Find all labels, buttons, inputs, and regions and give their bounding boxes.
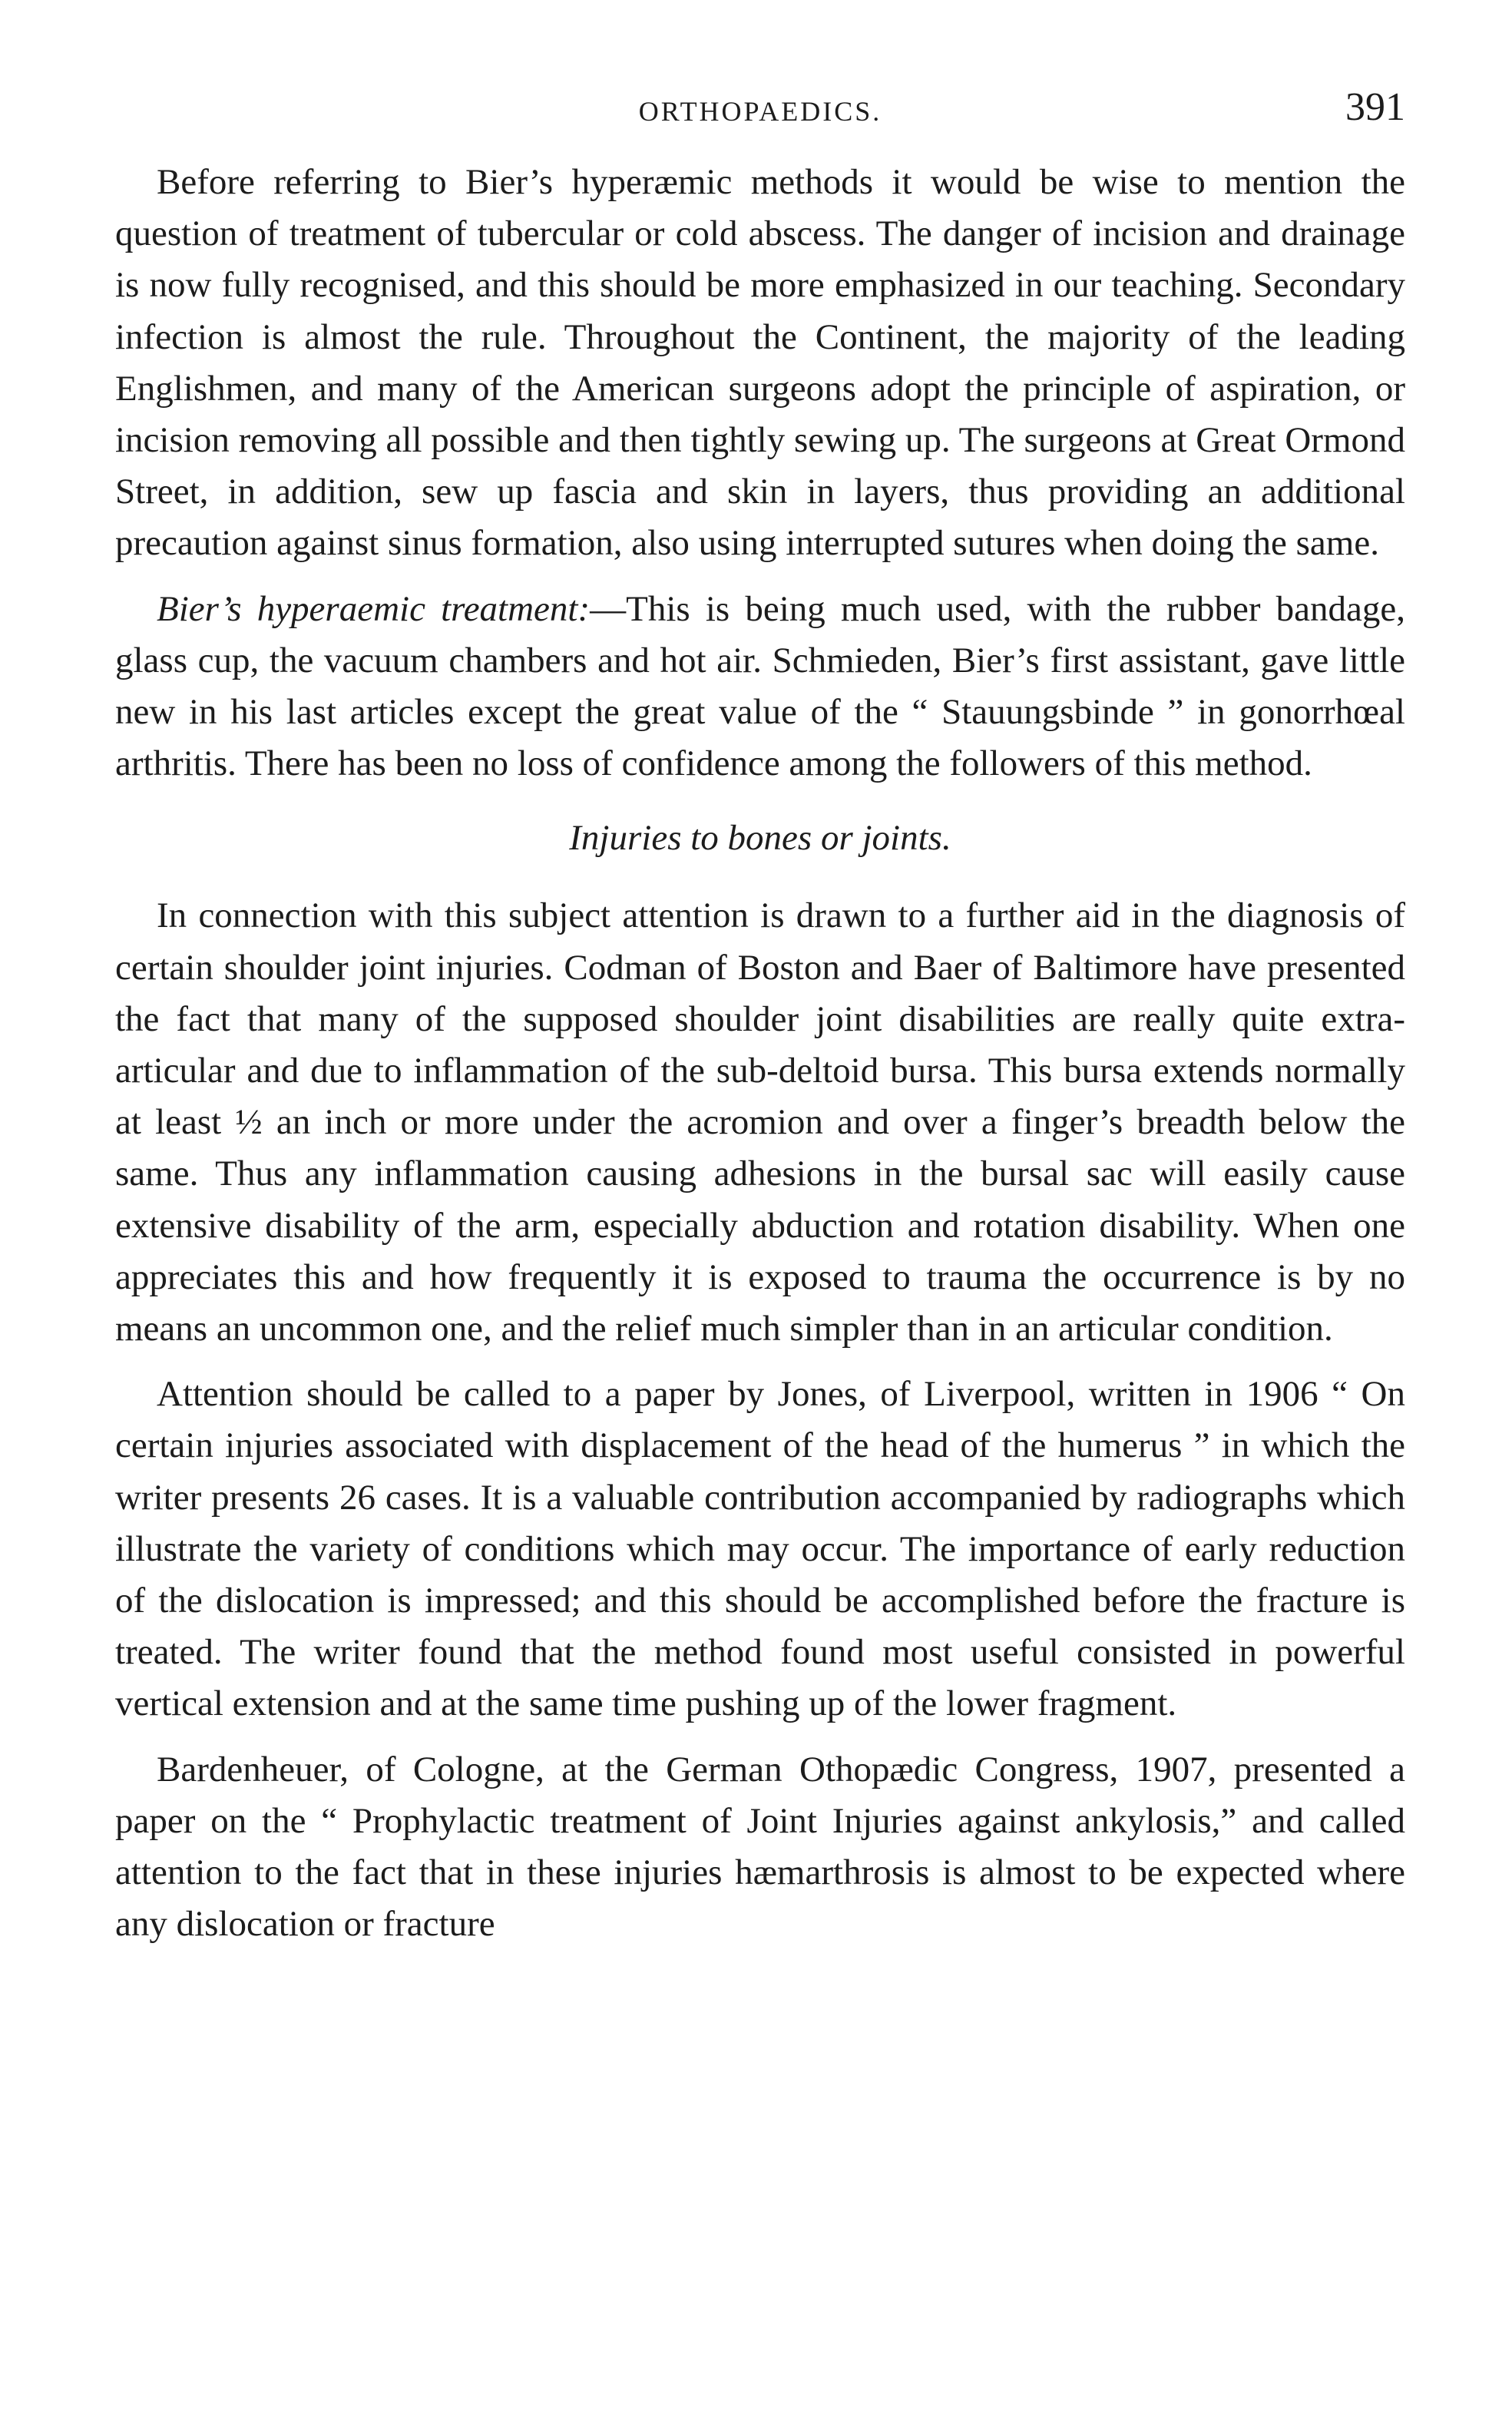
paragraph-biers-text: —This is being much used, with the rubber bandage, glass cup, the vacuum chambers and hot air. Schmieden, Bier’s first assistant, gave little new in his last articles except the great value of the “ Stauungsbinde ” in gonorrhœal arthritis. There has been no loss of confidence among the followers of this method. (115, 588, 1405, 784)
section-heading: Injuries to bones or joints. (569, 818, 951, 859)
paragraph-shoulder-injuries: In connection with this subject attention is drawn to a further aid in the diagnosis of certain shoulder joint injuries. Codman of Boston and Baer of Baltimore have presented the fact that many of the supposed shoulder joint disabilities are really quite extra-articular and due to inflammation of the sub-deltoid bursa. This bursa extends normally at least ½ an inch or more under the acromion and over a finger’s breadth below the same. Thus any inflammation causing adhesions in the bursal sac will easily cause extensive disability of the arm, especially abduction and rotation disability. When one appreciates this and how frequently it is exposed to trauma the occurrence is by no means an uncommon one, and the relief much simpler than in an articular condition. (115, 896, 1405, 1349)
running-head (115, 84, 1405, 146)
book-page (115, 84, 1405, 2389)
page-number: 391 (1345, 85, 1405, 129)
paragraph-cold-abscess: Before referring to Bier’s hyperæmic methods it would be wise to mention the question of treatment of tubercular or cold abscess. The danger of incision and drainage is now fully recognised, and this should be more emphasized in our teaching. Secondary infection is almost the rule. Throughout the Continent, the majority of the leading Englishmen, and many of the American surgeons adopt the principle of aspiration, or incision removing all possible and then tightly sewing up. The surgeons at Great Ormond Street, in addition, sew up fascia and skin in layers, thus providing an additional precaution against sinus formation, also using interrupted sutures when doing the same. (115, 162, 1405, 564)
paragraph-jones-liverpool: Attention should be called to a paper by Jones, of Liverpool, written in 1906 “ On certain injuries associated with displacement of the head of the humerus ” in which the writer presents 26 cases. It is a valuable contribution accompanied by radiographs which illustrate the variety of conditions which may occur. The importance of early reduction of the dislocation is impressed; and this should be accomplished before the fracture is treated. The writer found that the method found most useful consisted in powerful vertical extension and at the same time pushing up of the lower fragment. (115, 1374, 1405, 1724)
paragraph-bardenheuer: Bardenheuer, of Cologne, at the German Othopædic Congress, 1907, presented a paper on the “ Prophylactic treatment of Joint Injuries against ankylosis,” and called attention to the fact that in these injuries hæmarthrosis is almost to be expected where any dislocation or fracture (115, 1749, 1405, 1945)
running-title: ORTHOPAEDICS. (638, 96, 882, 127)
paragraph-biers-treatment (115, 584, 1405, 790)
paragraph-lead-italic: Bier’s hyperaemic treatment: (157, 588, 591, 629)
